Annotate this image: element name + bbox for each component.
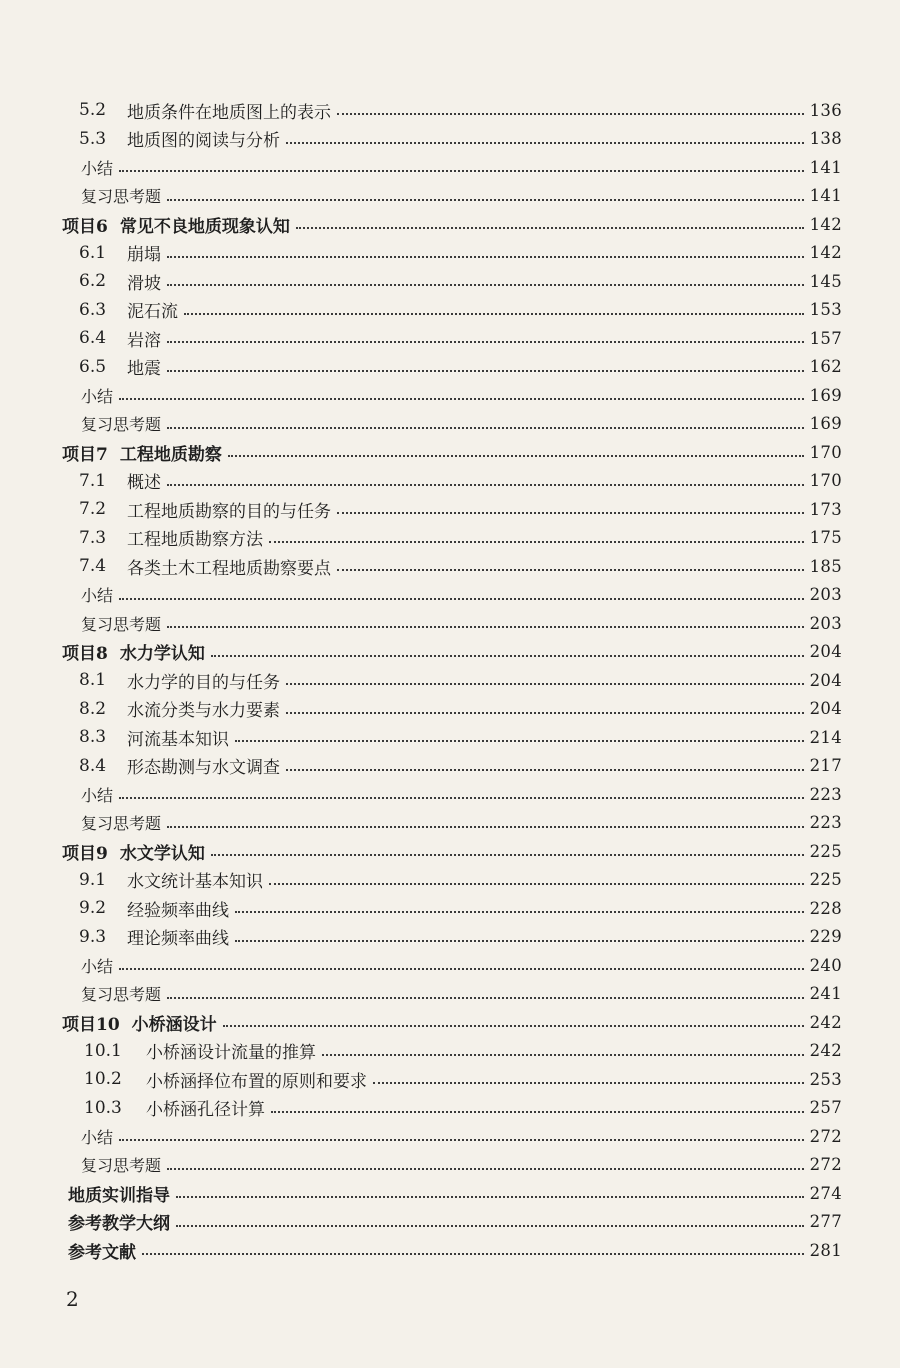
- toc-entry-review: [0, 809, 900, 838]
- dot-leader: [373, 1082, 804, 1084]
- toc-entry-number: 7.4: [79, 556, 107, 577]
- toc-entry-page: 173: [809, 499, 842, 519]
- toc-entry-summary: [0, 1122, 900, 1151]
- dot-leader: [235, 911, 804, 913]
- toc-entry-section: [0, 353, 900, 382]
- toc-entry-section: [0, 524, 900, 553]
- toc-entry-page: 229: [809, 927, 842, 947]
- toc-entry-number: 5.3: [79, 128, 107, 149]
- dot-leader: [211, 655, 804, 657]
- toc-entry-title: 理论频率曲线: [127, 929, 229, 950]
- toc-entry-page: 142: [809, 243, 842, 263]
- toc-entry-title: 小结: [81, 386, 114, 406]
- toc-entry-section: [0, 1094, 900, 1123]
- toc-entry-section: [0, 1065, 900, 1094]
- toc-entry-title: 泥石流: [127, 302, 178, 323]
- toc-entry-title: 常见不良地质现象认知: [119, 216, 290, 237]
- dot-leader: [269, 883, 804, 885]
- toc-entry-page: 272: [809, 1126, 842, 1146]
- toc-entry-title: 工程地质勘察的目的与任务: [127, 501, 331, 522]
- toc-entry-section: [0, 239, 900, 268]
- toc-entry-number: 6.4: [79, 328, 107, 349]
- dot-leader: [142, 1253, 804, 1255]
- toc-entry-title: 参考教学大纲: [68, 1214, 170, 1235]
- toc-entry-page: 257: [809, 1098, 842, 1118]
- dot-leader: [167, 826, 804, 828]
- toc-entry-number: 6.2: [79, 271, 107, 292]
- toc-entry-number: 8.2: [79, 698, 107, 719]
- toc-entry-page: 223: [809, 813, 842, 833]
- toc-entry-title: 地质图的阅读与分析: [127, 131, 280, 152]
- toc-entry-page: 228: [809, 898, 842, 918]
- toc-entry-summary: [0, 153, 900, 182]
- toc-entry-title: 参考文献: [68, 1242, 136, 1263]
- toc-entry-page: 240: [809, 955, 842, 975]
- dot-leader: [337, 512, 804, 514]
- toc-entry-section: [0, 296, 900, 325]
- dot-leader: [167, 256, 804, 258]
- toc-entry-section: [0, 267, 900, 296]
- toc-entry-title: 地质条件在地质图上的表示: [127, 102, 331, 123]
- dot-leader: [119, 398, 804, 400]
- toc-entry-page: 204: [809, 642, 842, 662]
- toc-entry-project: [0, 438, 900, 467]
- dot-leader: [167, 370, 804, 372]
- toc-entry-section: [0, 552, 900, 581]
- toc-entry-section: [0, 866, 900, 895]
- toc-entry-section: [0, 923, 900, 952]
- toc-entry-title: 各类土木工程地质勘察要点: [127, 558, 331, 579]
- toc-entry-title: 复习思考题: [81, 415, 162, 435]
- toc-entry-title: 崩塌: [127, 245, 161, 266]
- toc-entry-summary: [0, 381, 900, 410]
- toc-entry-page: 153: [809, 300, 842, 320]
- toc-entry-number: 6.5: [79, 356, 107, 377]
- toc-entry-title: 概述: [127, 473, 161, 494]
- toc-entry-number: 8.4: [79, 755, 107, 776]
- toc-entry-summary: [0, 951, 900, 980]
- dot-leader: [167, 484, 804, 486]
- toc-entry-title: 工程地质勘察方法: [127, 530, 263, 551]
- toc-entry-review: [0, 410, 900, 439]
- toc-entry-number: 项目6: [62, 216, 108, 237]
- toc-entry-number: 9.3: [79, 926, 107, 947]
- toc-entry-title: 滑坡: [127, 273, 161, 294]
- dot-leader: [167, 341, 804, 343]
- toc-entry-title: 水文统计基本知识: [127, 872, 263, 893]
- table-of-contents: [0, 96, 900, 1265]
- toc-entry-title: 经验频率曲线: [127, 900, 229, 921]
- dot-leader: [184, 313, 804, 315]
- dot-leader: [167, 1168, 804, 1170]
- toc-entry-title: 水力学认知: [119, 644, 205, 665]
- toc-entry-page: 204: [809, 699, 842, 719]
- toc-entry-title: 复习思考题: [81, 814, 162, 834]
- toc-entry-page: 225: [809, 841, 842, 861]
- toc-entry-page: 225: [809, 870, 842, 890]
- toc-entry-page: 170: [809, 471, 842, 491]
- toc-entry-number: 7.1: [79, 470, 107, 491]
- dot-leader: [296, 227, 804, 229]
- toc-entry-page: 138: [809, 129, 842, 149]
- toc-entry-title: 地质实训指导: [68, 1185, 170, 1206]
- toc-entry-number: 9.1: [79, 869, 107, 890]
- toc-entry-number: 10.1: [84, 1040, 122, 1061]
- toc-entry-title: 小桥涵孔径计算: [146, 1100, 265, 1121]
- toc-entry-number: 项目7: [62, 444, 108, 465]
- toc-entry-title: 复习思考题: [81, 1156, 162, 1176]
- toc-entry-number: 9.2: [79, 898, 107, 919]
- dot-leader: [176, 1225, 804, 1227]
- dot-leader: [223, 1025, 804, 1027]
- toc-entry-page: 162: [809, 357, 842, 377]
- toc-entry-title: 工程地质勘察: [119, 444, 222, 465]
- toc-entry-page: 175: [809, 528, 842, 548]
- toc-entry-page: 142: [809, 214, 842, 234]
- toc-entry-number: 5.2: [79, 100, 107, 121]
- dot-leader: [119, 797, 804, 799]
- toc-entry-section: [0, 666, 900, 695]
- toc-entry-section: [0, 752, 900, 781]
- toc-entry-number: 10.2: [84, 1069, 122, 1090]
- toc-entry-page: 203: [809, 613, 842, 633]
- toc-entry-page: 136: [809, 100, 842, 120]
- dot-leader: [271, 1111, 804, 1113]
- dot-leader: [119, 968, 804, 970]
- toc-entry-section: [0, 495, 900, 524]
- toc-entry-title: 水力学的目的与任务: [127, 672, 280, 693]
- dot-leader: [286, 769, 804, 771]
- toc-entry-project: [0, 1008, 900, 1037]
- toc-entry-number: 7.2: [79, 499, 107, 520]
- dot-leader: [119, 598, 804, 600]
- toc-entry-title: 岩溶: [127, 330, 161, 351]
- toc-entry-appendix: [0, 1236, 900, 1265]
- toc-entry-section: [0, 467, 900, 496]
- dot-leader: [211, 854, 804, 856]
- dot-leader: [167, 284, 804, 286]
- toc-entry-page: 203: [809, 585, 842, 605]
- toc-entry-page: 242: [809, 1012, 842, 1032]
- toc-entry-review: [0, 609, 900, 638]
- toc-entry-section: [0, 96, 900, 125]
- toc-entry-section: [0, 894, 900, 923]
- dot-leader: [167, 626, 804, 628]
- toc-entry-summary: [0, 581, 900, 610]
- toc-entry-review: [0, 980, 900, 1009]
- toc-entry-number: 6.3: [79, 299, 107, 320]
- dot-leader: [228, 455, 804, 457]
- dot-leader: [322, 1054, 804, 1056]
- dot-leader: [269, 541, 804, 543]
- toc-entry-number: 项目9: [62, 843, 108, 864]
- toc-entry-title: 小结: [81, 956, 114, 976]
- toc-entry-title: 复习思考题: [81, 187, 162, 207]
- dot-leader: [119, 170, 804, 172]
- toc-entry-section: [0, 324, 900, 353]
- dot-leader: [286, 683, 804, 685]
- toc-entry-review: [0, 1151, 900, 1180]
- toc-entry-page: 272: [809, 1155, 842, 1175]
- toc-entry-page: 214: [809, 727, 842, 747]
- toc-entry-summary: [0, 780, 900, 809]
- dot-leader: [167, 199, 804, 201]
- toc-entry-page: 274: [809, 1183, 842, 1203]
- dot-leader: [337, 113, 804, 115]
- toc-entry-title: 复习思考题: [81, 985, 162, 1005]
- dot-leader: [167, 997, 804, 999]
- dot-leader: [337, 569, 804, 571]
- dot-leader: [235, 740, 804, 742]
- toc-entry-page: 185: [809, 556, 842, 576]
- toc-entry-title: 小桥涵设计流量的推算: [146, 1043, 316, 1064]
- toc-entry-title: 小桥涵择位布置的原则和要求: [146, 1071, 367, 1092]
- toc-entry-title: 复习思考题: [81, 614, 162, 634]
- toc-entry-page: 141: [809, 157, 842, 177]
- toc-entry-page: 141: [809, 186, 842, 206]
- toc-entry-project: [0, 837, 900, 866]
- toc-entry-title: 小结: [81, 785, 114, 805]
- toc-entry-page: 277: [809, 1212, 842, 1232]
- toc-entry-section: [0, 1037, 900, 1066]
- page-number: 2: [66, 1287, 79, 1311]
- toc-entry-number: 项目8: [62, 644, 108, 665]
- toc-entry-number: 7.3: [79, 527, 107, 548]
- toc-entry-number: 8.1: [79, 670, 107, 691]
- toc-entry-page: 145: [809, 271, 842, 291]
- toc-entry-title: 地震: [127, 359, 161, 380]
- toc-entry-section: [0, 695, 900, 724]
- toc-entry-number: 10.3: [84, 1097, 122, 1118]
- toc-entry-title: 小结: [81, 586, 114, 606]
- toc-entry-project: [0, 638, 900, 667]
- toc-entry-number: 8.3: [79, 727, 107, 748]
- toc-entry-title: 小结: [81, 158, 114, 178]
- toc-entry-page: 157: [809, 328, 842, 348]
- toc-entry-project: [0, 210, 900, 239]
- dot-leader: [286, 712, 804, 714]
- toc-entry-section: [0, 125, 900, 154]
- toc-entry-appendix: [0, 1208, 900, 1237]
- toc-entry-section: [0, 723, 900, 752]
- toc-entry-page: 169: [809, 385, 842, 405]
- dot-leader: [176, 1196, 804, 1198]
- dot-leader: [119, 1139, 804, 1141]
- toc-entry-page: 242: [809, 1041, 842, 1061]
- toc-entry-review: [0, 182, 900, 211]
- toc-entry-page: 241: [809, 984, 842, 1004]
- toc-entry-page: 204: [809, 670, 842, 690]
- toc-entry-page: 223: [809, 784, 842, 804]
- dot-leader: [167, 427, 804, 429]
- dot-leader: [235, 940, 804, 942]
- toc-entry-page: 170: [809, 442, 842, 462]
- dot-leader: [286, 142, 804, 144]
- toc-entry-appendix: [0, 1179, 900, 1208]
- toc-entry-title: 水文学认知: [119, 843, 205, 864]
- toc-entry-title: 小桥涵设计: [131, 1014, 217, 1035]
- toc-entry-number: 项目10: [62, 1014, 120, 1035]
- toc-entry-page: 253: [809, 1069, 842, 1089]
- toc-entry-page: 217: [809, 756, 842, 776]
- toc-entry-title: 水流分类与水力要素: [127, 701, 280, 722]
- toc-entry-page: 281: [809, 1240, 842, 1260]
- toc-entry-number: 6.1: [79, 242, 107, 263]
- toc-entry-title: 小结: [81, 1127, 114, 1147]
- toc-entry-title: 河流基本知识: [127, 729, 229, 750]
- toc-entry-page: 169: [809, 414, 842, 434]
- toc-entry-title: 形态勘测与水文调查: [127, 758, 280, 779]
